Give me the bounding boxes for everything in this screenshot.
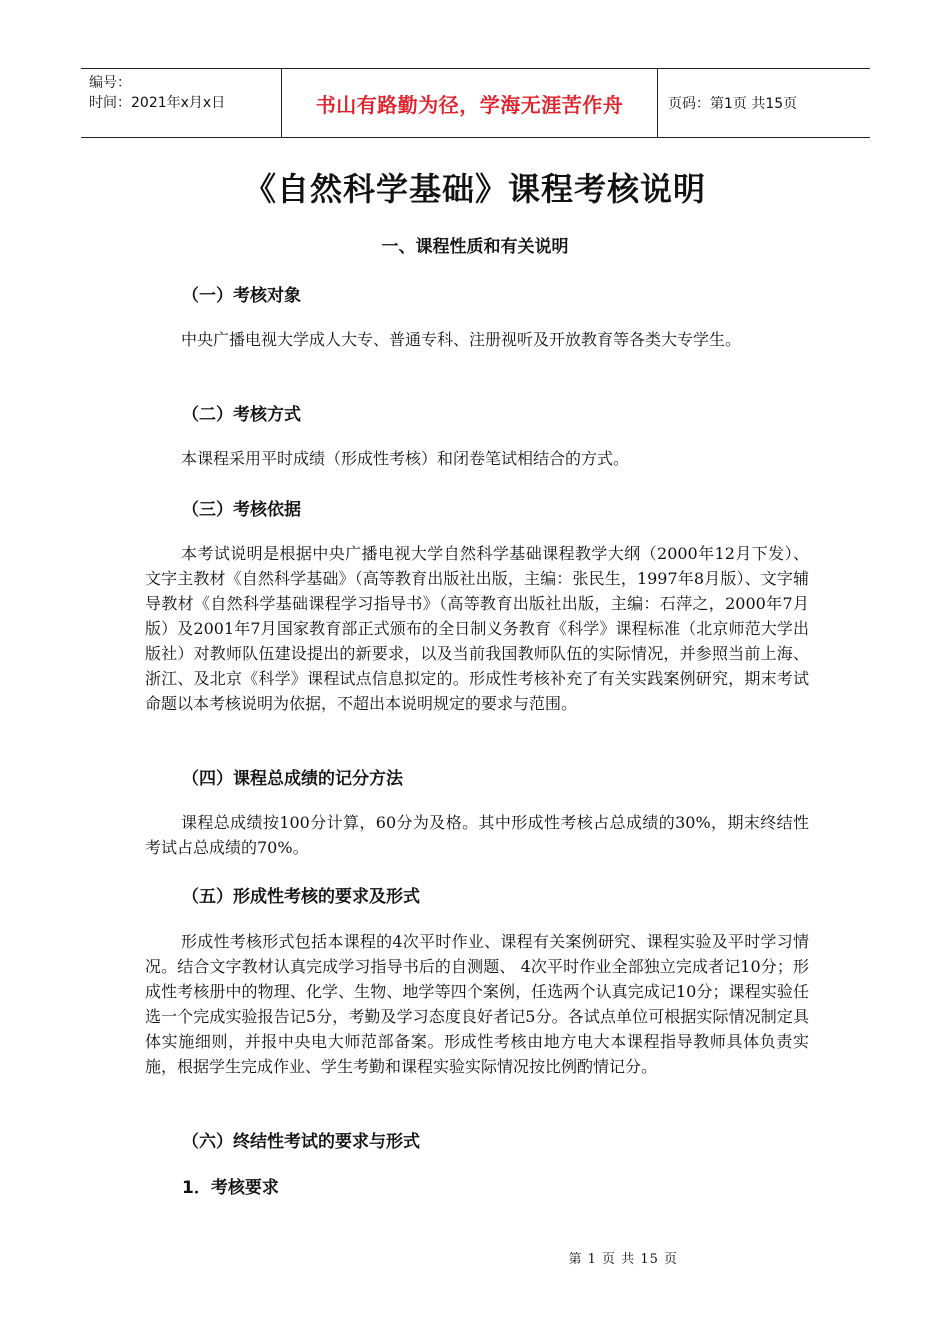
paragraph-5: 形成性考核形式包括本课程的4次平时作业、课程有关案例研究、课程实验及平时学习情况。结合文字教材认真完成学习指导书后的自测题、 4次平时作业全部独立完成者记10分；形成性考核册中的物理、化学、生物、地学等四个案例，任选两个认真完成记10分；课程实验任选一个完成实验报告记5分，考勤及学习态度良好者记5分。各试点单位可根据实际情况制定具体实施细则，并报中央电大师范部备案。形成性考核由地方电大本课程指导教师具体负责实施，根据学生完成作业、学生考勤和课程实验实际情况按比例酌情记分。	[145, 932, 809, 1076]
subheading-4: （四）课程总成绩的记分方法	[182, 769, 403, 789]
paragraph-3: 本考试说明是根据中央广播电视大学自然科学基础课程教学大纲（2000年12月下发）、文字主教材《自然科学基础》（高等教育出版社出版，主编：张民生，1997年8月版）、文字辅导教材《自然科学基础课程学习指导书》（高等教育出版社出版，主编：石萍之，2000年7月版）及2001年7月国家教育部正式颁布的全日制义务教育《科学》课程标准（北京师范大学出版社）对教师队伍建设提出的新要求，以及当前我国教师队伍的实际情况，并参照当前上海、浙江、及北京《科学》课程试点信息拟定的。形成性考核补充了有关实践案例研究，期末考试命题以本考核说明为依据，不超出本说明规定的要求与范围。	[145, 544, 809, 713]
subheading-3: （三）考核依据	[182, 500, 301, 520]
page-footer: 第 1 页 共 15 页	[568, 1252, 678, 1267]
subheading-2: （二）考核方式	[182, 405, 301, 425]
item-heading-1: 1．考核要求	[182, 1178, 279, 1198]
section-heading: 一、课程性质和有关说明	[381, 237, 569, 257]
time-label: 时间：2021年x月x日	[89, 95, 226, 111]
paragraph-1: 中央广播电视大学成人大专、普通专科、注册视听及开放教育等各类大专学生。	[181, 330, 742, 349]
header-page-label: 页码：第1页 共15页	[668, 96, 798, 112]
header-meta	[81, 69, 282, 137]
subheading-6: （六）终结性考试的要求与形式	[182, 1132, 420, 1152]
header-motto: 书山有路勤为径，学海无涯苦作舟	[282, 69, 658, 137]
document-title: 《自然科学基础》课程考核说明	[243, 170, 706, 208]
number-label: 编号：	[89, 75, 131, 91]
paragraph-2: 本课程采用平时成绩（形成性考核）和闭卷笔试相结合的方式。	[181, 449, 630, 468]
paragraph-4: 课程总成绩按100分计算，60分为及格。其中形成性考核占总成绩的30%，期末终结性考试占总成绩的70%。	[145, 813, 809, 857]
document-header	[81, 68, 870, 138]
subheading-1: （一）考核对象	[182, 286, 301, 306]
subheading-5: （五）形成性考核的要求及形式	[182, 887, 420, 907]
